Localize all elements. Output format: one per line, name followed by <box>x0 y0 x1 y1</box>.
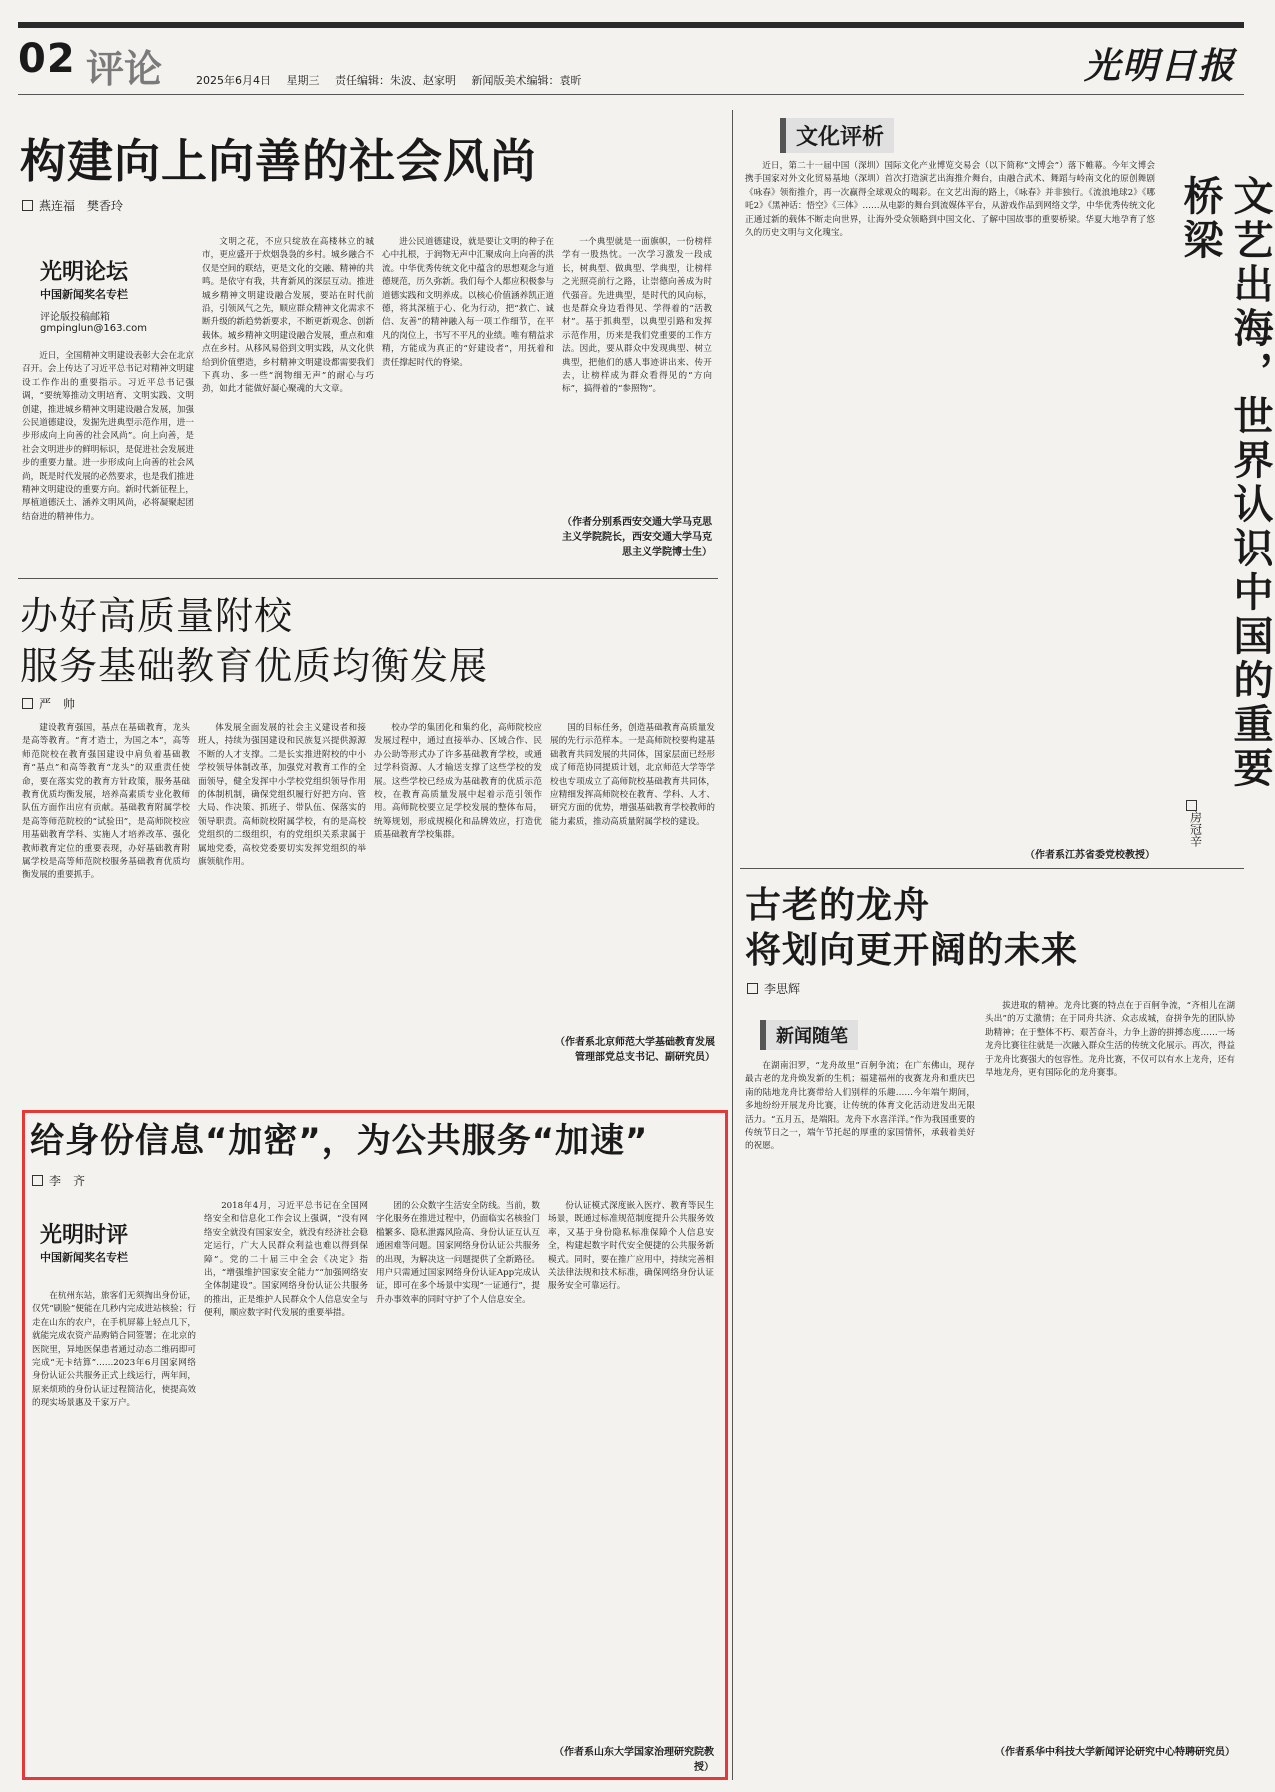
article2-text-3: 校办学的集团化和集约化，高师院校应发展过程中，通过直接举办、区域合作、民办公助等形式办了许多基础教育学校，或通过学科资源、人才输送支撑了这些学校的发展。这些学校已经成为基础教育的优质示范校，在教育高质量发展中起着示范引领作用。高师院校要立足学校发展的整体布局，统筹规划，形成规模化和品牌效应，打造优质基础教育学校集群。 <box>374 723 542 841</box>
article5-byline: 李思辉 <box>747 980 800 997</box>
article3-text-4: 份认证模式深度嵌入医疗、教育等民生场景，既通过标准规范制度提升公共服务效率，又基于身份隐私标准保障个人信息安全，构建起数字时代安全便捷的公共服务新模式。同时，要在推广应用中，持续完善相关法律法规和技术标准，确保网络身份认证服务安全可靠运行。 <box>548 1201 714 1292</box>
article3-title: 给身份信息“加密”，为公共服务“加速” <box>30 1121 649 1161</box>
brand-mail: gmpinglun@163.com <box>40 323 147 334</box>
responsible-editors: 责任编辑：朱波、赵家明 <box>335 74 456 87</box>
brand-title: 光明时评 <box>40 1223 129 1248</box>
article2-text-4: 国的目标任务，创造基础教育高质量发展的先行示范样本。一是高师院校要构建基础教育共同发展的共同体，国家层面已经形成了师范协同提质计划，北京师范大学等学校也专项成立了高师院校基础教育共同体，应精细发挥高师院校在教育、学科、人才、研究方面的优势，增强基础教育学校教师的能力素质，推动高质量附属学校的建设。 <box>550 723 715 827</box>
article5-title-line2: 将划向更开阔的未来 <box>745 930 1079 971</box>
guangming-commentary-brand <box>40 1218 190 1265</box>
section-title: 评论 <box>86 47 163 91</box>
article1-title: 构建向上向善的社会风尚 <box>20 134 537 188</box>
article5-text-2: 拔进取的精神。龙舟比赛的特点在于百舸争流，“齐相儿在湖头出”的万丈激情；在于同舟共济、众志成城，奋拼争先的团队协助精神；在于整体不朽、艰苦奋斗，力争上游的拼搏态度……一场龙舟比赛往往就是一次融入群众生活的传统文化展示。再次，得益于龙舟比赛强大的包容性。龙舟比赛，不仅可以有水上龙舟，还有旱地龙舟，更有国际化的龙舟赛事。 <box>985 1001 1235 1079</box>
article1-column-2 <box>202 236 374 566</box>
divider-1 <box>18 578 718 579</box>
article2-byline: 严 帅 <box>22 695 75 712</box>
article5-author-note: （作者系华中科技大学新闻评论研究中心特聘研究员） <box>995 1747 1235 1758</box>
article5-text-1: 在湖南汨罗，“龙舟故里”百舸争流；在广东佛山，现存最古老的龙舟焕发新的生机；福建福州的夜赛龙舟和重庆巴南的陆地龙舟比赛带给人们别样的乐趣……今年端午期间，多地纷纷开展龙舟比赛，让传统的体育文化活动迸发出无限活力。“五月五，是端阳。龙舟下水喜洋洋。”作为我国重要的传统节日之一，端午节托起的厚重的家国情怀，承载着美好的祝愿。 <box>745 1061 975 1152</box>
article1-text-1: 近日，全国精神文明建设表彰大会在北京召开。会上传达了习近平总书记对精神文明建设工作作出的重要指示。习近平总书记强调，“要统筹推动文明培育、文明实践、文明创建，推进城乡精神文明建设融合发展，加强公民道德建设，发掘先进典型示范作用，进一步形成向上向善的社会风尚”。向上向善，是社会文明进步的鲜明标识，是促进社会发展进步的重要力量。进一步形成向上向善的社会风尚，既是时代发展的必然要求，也是我们推进精神文明建设的重要方向。新时代新征程上，厚植道德沃土、涵养文明风尚，必将凝聚起团结奋进的精神伟力。 <box>22 351 194 522</box>
article1-column-3 <box>382 236 554 566</box>
article1-text-4: 一个典型就是一面旗帜，一份榜样学有一股热忱。一次学习激发一段成长，树典型、做典型、学典型，让榜样之光照亮前行之路，让崇德向善成为时代强音。先进典型，是时代的风向标，也是群众身边看得见、学得着的“活教材”。基于抓典型，以典型引路和发挥示范作用，历来是我们党重要的工作方法。因此，要从群众中发现典型、树立典型，把他们的感人事迹讲出来、传开去，让榜样成为群众看得见的“方向标”，搞得着的“参照物”。 <box>562 237 712 395</box>
article1-column-1 <box>22 350 194 565</box>
art-editor: 新闻版美术编辑：袁昕 <box>471 74 582 87</box>
article2-title-line1: 办好高质量附校 <box>20 594 294 638</box>
article3-column-3 <box>376 1200 540 1770</box>
page-number: 02 <box>18 36 76 82</box>
article1-byline: 燕连福 樊香玲 <box>22 197 123 214</box>
article2-column-3 <box>374 722 542 1052</box>
brand-subtitle: 中国新闻奖名专栏 <box>40 288 128 301</box>
article4-title: 文艺出海，世界认识中国的重要桥梁 <box>1177 175 1273 791</box>
article3-column-4 <box>548 1200 714 1720</box>
article4-byline: 房冠辛 <box>1186 800 1205 847</box>
article2-title-line2: 服务基础教育优质均衡发展 <box>20 644 489 688</box>
article3-text-1: 在杭州东站，旅客们无须掏出身份证，仅凭“刷脸”便能在几秒内完成进站核验；行走在山东的农户，在手机屏幕上轻点几下，就能完成农资产品购销合同签署；在北京的医院里，异地医保患者通过动态二维码即可完成“无卡结算”……2023年6月国家网络身份认证公共服务正式上线运行，两年间，原来烦琐的身份认证过程简洁化，使提高效的现实场景惠及千家万户。 <box>32 1291 196 1409</box>
brand-mail-label: 评论版投稿邮箱 <box>40 312 110 323</box>
article3-column-2 <box>204 1200 368 1770</box>
article5-title-line1: 古老的龙舟 <box>745 885 931 926</box>
guangming-forum-brand <box>40 255 190 334</box>
article3-text-2: 2018年4月，习近平总书记在全国网络安全和信息化工作会议上强调，“没有网络安全就没有国家安全，就没有经济社会稳定运行，广大人民群众利益也难以得到保障”。党的二十届三中全会《决定》指出，“增强维护国家安全能力”“加强网络安全体制建设”。国家网络身份认证公共服务的推出，正是维护人民群众个人信息安全与便利，顺应数字时代发展的重要举措。 <box>204 1201 368 1319</box>
article3-column-1 <box>32 1290 196 1770</box>
news-essay-tag: 新闻随笔 <box>760 1020 858 1050</box>
article2-column-2 <box>198 722 366 1052</box>
culture-review-tag: 文化评析 <box>780 118 894 153</box>
header-meta <box>196 72 594 88</box>
article4-author-note: （作者系江苏省委党校教授） <box>1025 850 1155 861</box>
article1-text-2: 文明之花，不应只绽放在高楼林立的城市，更应盛开于炊烟袅袅的乡村。城乡融合不仅是空间的联结，更是文化的交融、精神的共鸣。是依守有我，共育新风的深层互动。推进城乡精神文明建设融合发展，要站在时代前沿，引领风气之先，顺应群众精神文化需求不断升级的新趋势新要求，不断更新观念、创新载体。城乡精神文明建设融合发展，重点和难点在乡村。从移风易俗到文明实践，从文化供给到价值塑造，乡村精神文明建设都需要我们下真功、多一些“润物细无声”的耐心与巧劲，如此才能做好凝心聚魂的大文章。 <box>202 237 374 395</box>
article3-author-note: （作者系山东大学国家治理研究院教授） <box>554 1747 714 1773</box>
issue-date: 2025年6月4日 <box>196 74 271 87</box>
article2-column-1 <box>22 722 190 1052</box>
brand-subtitle: 中国新闻奖名专栏 <box>40 1251 128 1264</box>
issue-weekday: 星期三 <box>286 74 320 87</box>
article2-author-note: （作者系北京师范大学基础教育发展管理部党总支书记、副研究员） <box>555 1037 715 1063</box>
header-rule <box>18 22 1244 28</box>
header-underline <box>18 94 1244 95</box>
article2-text-2: 体发展全面发展的社会主义建设者和接班人，持续为强国建设和民族复兴提供源源不断的人才支撑。二是长实推进附校的中小学校领导体制改革，加强党对教育工作的全面领导，健全发挥中小学校党组织领导作用的体制机制，确保党组织履行好把方向、管大局、作决策、抓班子、带队伍、保落实的领导职责。高师院校附属学校，有的是高校党组织的二级组织，有的党组织关系隶属于属地党委，高校党委要切实发挥党组织的举旗领航作用。 <box>198 723 366 868</box>
column-divider <box>732 110 733 1780</box>
article1-column-4 <box>562 236 712 506</box>
article1-author-note: （作者分别系西安交通大学马克思主义学院院长，西安交通大学马克思主义学院博士生） <box>562 517 712 558</box>
article5-column-1 <box>745 1060 975 1760</box>
divider-2 <box>740 868 1244 869</box>
brand-title: 光明论坛 <box>40 260 129 285</box>
article2-column-4 <box>550 722 715 1012</box>
article3-byline: 李 齐 <box>32 1172 85 1189</box>
article3-text-3: 团的公众数字生活安全防线。当前，数字化服务在推进过程中，仍面临实名核验门槛繁多、隐私泄露风险高、身份认证互认互通困难等问题。国家网络身份认证公共服务的出现，为解决这一问题提供了全新路径。用户只需通过国家网络身份认证App完成认证，即可在多个场景中实现“一证通行”，提升办事效率的同时守护了个人信息安全。 <box>376 1201 540 1305</box>
article4-text: 近日，第二十一届中国（深圳）国际文化产业博览交易会（以下简称“文博会”）落下帷幕。今年文博会携手国家对外文化贸易基地（深圳）首次打造演艺出海推介舞台，由融合武术、舞蹈与岭南文化的原创舞剧《咏春》领衔推介，再一次赢得全球观众的喝彩。在文艺出海的路上，《咏春》并非独行。《流浪地球2》《哪吒2》《黑神话：悟空》《三体》……从电影的舞台到流媒体平台，从游戏作品到网络文学，中华优秀传统文化正通过新的载体不断走向世界，让海外受众领略到中国文化、了解中国故事的重要桥梁。华夏大地孕育了悠久的历史文明与文化瑰宝。 <box>745 161 1155 239</box>
newspaper-masthead: 光明日报 <box>1083 45 1236 87</box>
article5-column-2 <box>985 1000 1235 1730</box>
article1-text-3: 进公民道德建设，就是要让文明的种子在心中扎根，于润物无声中汇聚成向上向善的洪流。中华优秀传统文化中蕴含的思想观念与道德规范，历久弥新。我们每个人都应积极参与道德实践和文明养成。以核心价值涵养凯正道德，将其深植于心、化为行动，把“救亡、诚信、友善”的精神融入每一项工作细节，在平凡的岗位上，书写不平凡的业绩。唯有精益求精，方能成为真正的“好建设者”，用抚着和责任撑起时代的脊梁。 <box>382 237 554 368</box>
article2-text-1: 建设教育强国，基点在基础教育，龙头是高等教育。“育才造士，为国之本”，高等师范院校在教育强国建设中肩负着基础教育“基点”和高等教育“龙头”的双重责任使命，要在落实党的教育方针政策，服务基础教育优质均衡发展，培养高素质专业化教师队伍方面作出应有贡献。基础教育附属学校是高等师范院校的“试验田”，是高师院校应用基础教育学科、实施人才培养改革、强化教师教育定位的重要表现，办好基础教育附属学校是高等师范院校服务基础教育优质均衡发展的重要抓手。 <box>22 723 190 881</box>
article4-body <box>745 160 1155 800</box>
